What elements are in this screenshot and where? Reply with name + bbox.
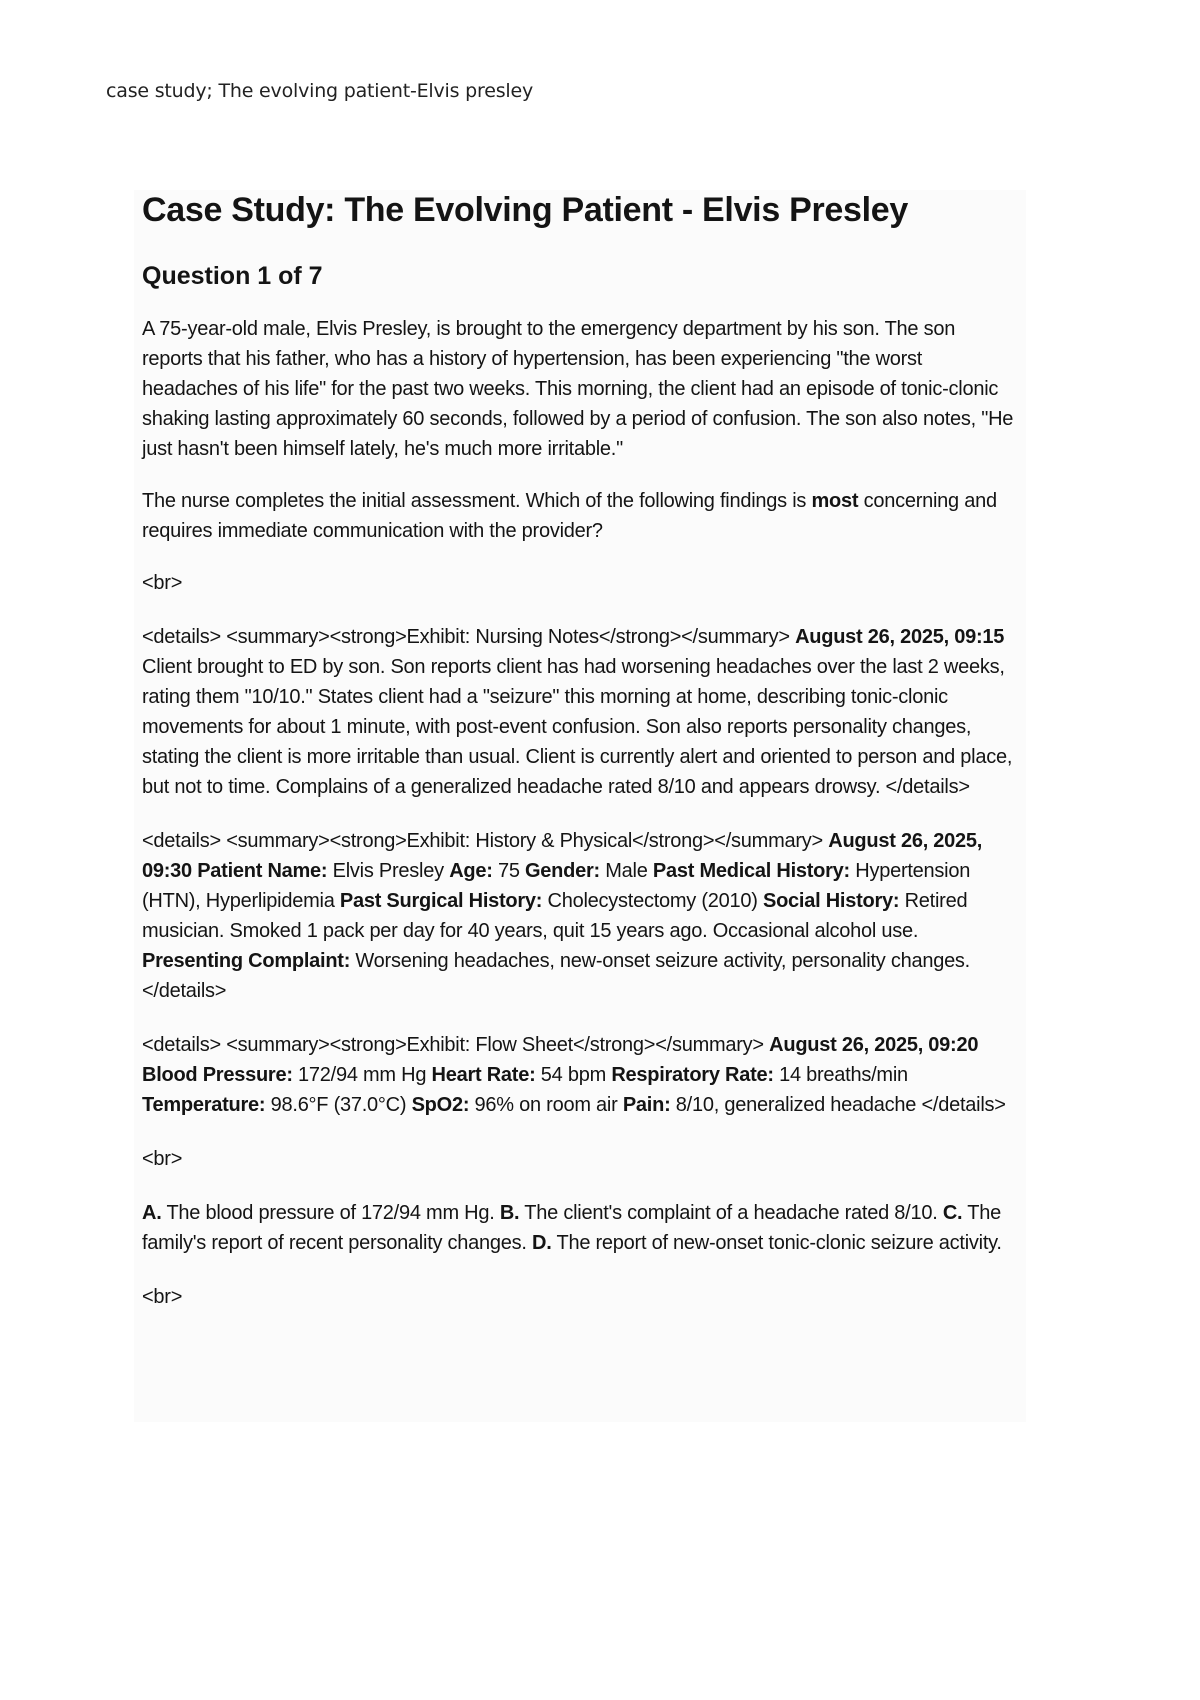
question-stem [142,486,1018,546]
nursing-notes-datetime: August 26, 2025, 09:15 [795,626,1005,648]
option-d-letter: D. [532,1232,552,1254]
page-title: Case Study: The Evolving Patient - Elvis Presley [142,191,908,229]
flow-pain-value: 8/10, generalized headache </details> [670,1094,1006,1116]
flow-hr-label: Heart Rate: [431,1064,536,1086]
hp-open-tags: <details> <summary><strong>Exhibit: History & Physical</strong></summary> [142,830,829,852]
document-body [134,190,1026,1422]
br-tag-text: <br> [142,572,183,594]
exhibit-nursing-notes [142,622,1018,802]
option-b-text: The client's complaint of a headache rated 8/10. [519,1202,943,1224]
question-stem-end: concerning and requires immediate communication with the provider? [142,490,997,542]
br-tag-text: <br> [142,1286,183,1308]
hp-datetime: August 26, 2025, 09:30 [142,830,983,882]
hp-social-label: Social History: [762,890,900,912]
option-d-text: The report of new-onset tonic-clonic seizure activity. [551,1232,1002,1254]
flow-pain-label: Pain: [622,1094,671,1116]
hp-gender-label: Gender: [525,860,600,882]
flow-spo2-label: SpO2: [411,1094,470,1116]
exhibit-flow-sheet [142,1030,1018,1120]
br-tag-text: <br> [142,1148,183,1170]
flow-bp-value: 172/94 mm Hg [292,1064,432,1086]
hp-social-value: Retired musician. Smoked 1 pack per day for 40 years, quit 15 years ago. Occasional alcohol use. [142,890,968,942]
flow-bp-label: Blood Pressure: [142,1064,293,1086]
hp-gender-value: Male [599,860,653,882]
flow-open-tags: <details> <summary><strong>Exhibit: Flow Sheet</strong></summary> [142,1034,770,1056]
flow-datetime: August 26, 2025, 09:20 [769,1034,979,1056]
option-a-letter: A. [142,1202,162,1224]
exhibit-history-physical [142,826,1018,1006]
hp-psh-value: Cholecystectomy (2010) [542,890,763,912]
answer-options [142,1198,1018,1258]
hp-age-value: 75 [492,860,525,882]
option-c-letter: C. [942,1202,963,1224]
flow-temp-label: Temperature: [142,1094,266,1116]
page-header: case study; The evolving patient-Elvis presley [106,80,534,102]
hp-name-value: Elvis Presley [327,860,450,882]
hp-complaint-value: Worsening headaches, new-onset seizure activity, personality changes. </details> [142,950,970,1002]
flow-spo2-value: 96% on room air [469,1094,623,1116]
flow-rr-value: 14 breaths/min [773,1064,908,1086]
nursing-notes-open-tags: <details> <summary><strong>Exhibit: Nursing Notes</strong></summary> [142,626,796,648]
flow-hr-value: 54 bpm [535,1064,612,1086]
hp-pmh-value: Hypertension (HTN), Hyperlipidemia [142,860,971,912]
hp-name-label: Patient Name: [191,860,328,882]
question-number: Question 1 of 7 [142,262,323,290]
option-c-text: The family's report of recent personality changes. [142,1202,1001,1254]
option-a-text: The blood pressure of 172/94 mm Hg. [161,1202,500,1224]
hp-age-label: Age: [449,860,493,882]
hp-complaint-label: Presenting Complaint: [142,950,351,972]
case-intro-paragraph: A 75-year-old male, Elvis Presley, is brought to the emergency department by his son. The son reports that his father, who has a history of hypertension, has been experiencing "the worst headaches of his life" for the past two weeks. This morning, the client had an episode of tonic-clonic shaking lasting approximately 60 seconds, followed by a period of confusion. The son also notes, "He just hasn't been himself lately, he's much more irritable." [142,318,1014,460]
question-emphasis: most [811,490,859,512]
flow-temp-value: 98.6°F (37.0°C) [265,1094,412,1116]
hp-pmh-label: Past Medical History: [652,860,850,882]
flow-rr-label: Respiratory Rate: [611,1064,774,1086]
option-b-letter: B. [499,1202,520,1224]
question-stem-start: The nurse completes the initial assessment. Which of the following findings is [142,490,812,512]
nursing-notes-body: Client brought to ED by son. Son reports client has had worsening headaches over the last 2 weeks, rating them "10/10." States client had a "seizure" this morning at home, describing tonic-clonic movements for about 1 minute, with post-event confusion. Son also reports personality changes, stating the client is more irritable than usual. Client is currently alert and oriented to person and place, but not to time. Complains of a generalized headache rated 8/10 and appears drowsy. </details> [142,656,1013,798]
hp-psh-label: Past Surgical History: [339,890,543,912]
